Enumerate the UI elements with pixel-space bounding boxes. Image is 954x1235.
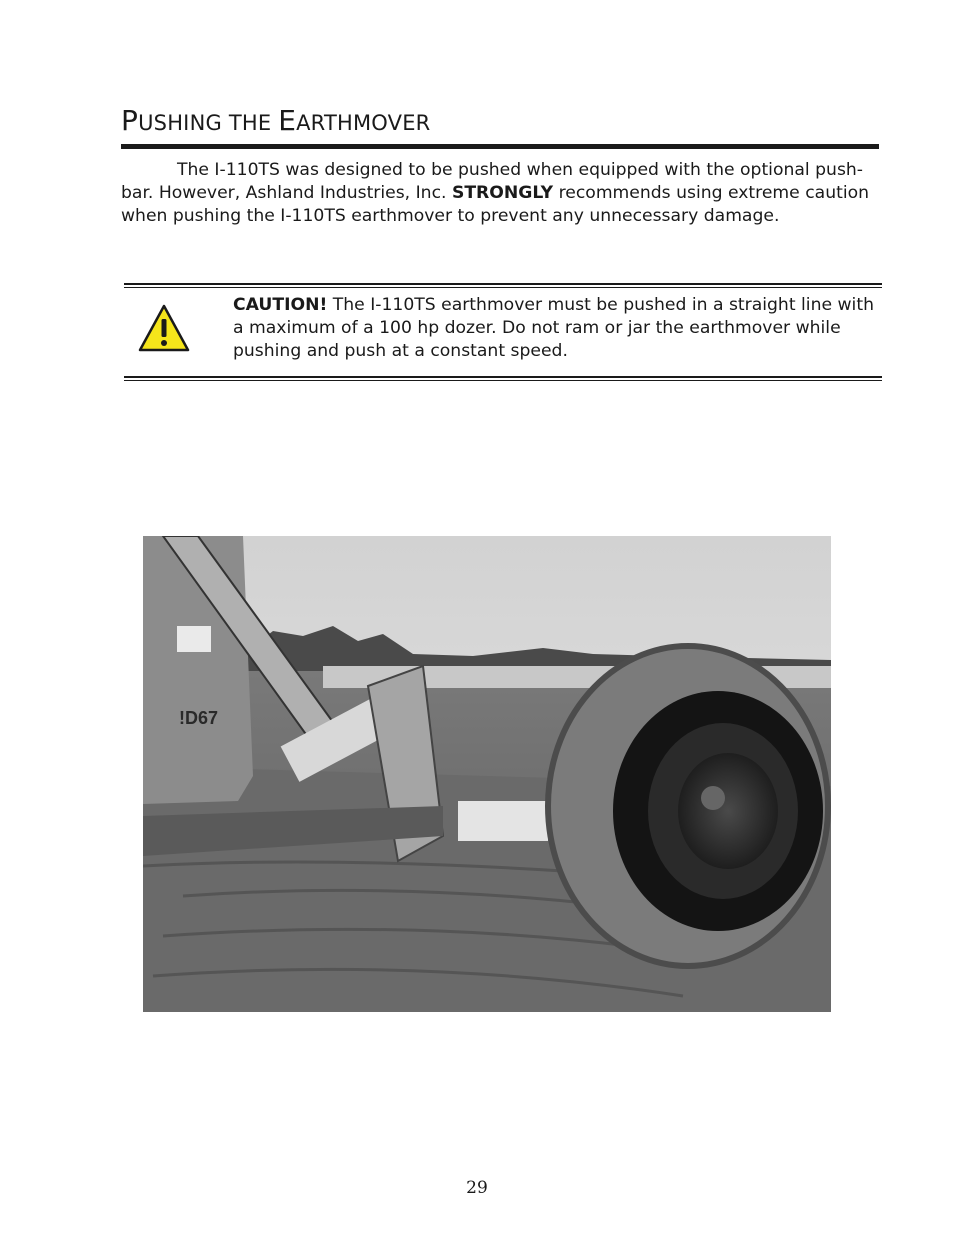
page-number: 29 — [466, 1178, 488, 1198]
intro-emphasis: STRONGLY — [451, 183, 554, 203]
warning-triangle-icon — [138, 303, 190, 353]
title-initial-p: P — [121, 104, 139, 137]
caution-bottom-rule — [124, 376, 882, 381]
intro-text-start: The I-110TS was designed to be pushed when equipped with the optional push-bar. However, Ashland Industries, Inc. — [121, 160, 863, 203]
title-underline — [121, 144, 879, 149]
caution-body: The I-110TS earthmover must be pushed in a straight line with a maximum of a 100 hp dozer. Do not ram or jar the earthmover while pushing and push at a constant speed. — [233, 295, 874, 361]
caution-label: CAUTION! — [233, 295, 328, 315]
page-title — [121, 104, 430, 137]
dozer-pushing-earthmover-photo — [143, 536, 831, 1012]
intro-paragraph — [121, 159, 881, 228]
intro-text-end: recommends using extreme caution when pushing the I-110TS earthmover to prevent any unnecessary damage. — [121, 183, 870, 226]
title-initial-e: E — [278, 104, 297, 137]
caution-top-rule — [124, 283, 882, 288]
caution-box — [124, 283, 882, 381]
title-part-2: ARTHMOVER — [296, 111, 431, 135]
title-part-1: USHING THE — [138, 111, 279, 135]
caution-text — [233, 294, 883, 363]
machine-number: !D67 — [179, 708, 219, 728]
